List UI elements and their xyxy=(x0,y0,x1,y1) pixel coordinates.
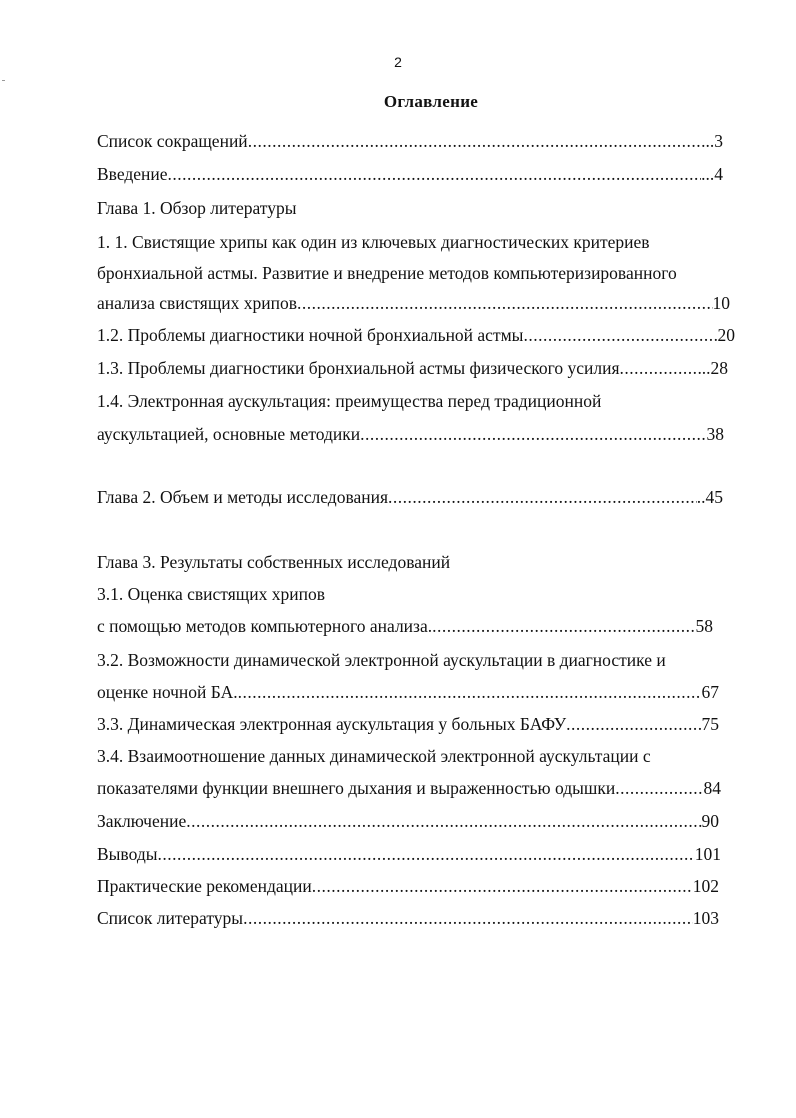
toc-entry-3-1[interactable] xyxy=(97,616,713,636)
toc-entry-1-4[interactable] xyxy=(97,424,724,444)
toc-entry-3-3[interactable] xyxy=(97,714,719,734)
leader-dots xyxy=(186,811,701,831)
toc-entry-label: 3.3. Динамическая электронная аускультация у больных БАФУ xyxy=(97,714,567,734)
toc-entry-label: Список сокращений xyxy=(97,131,248,151)
toc-chapter3-heading[interactable]: Глава 3. Результаты собственных исследований xyxy=(97,552,451,572)
toc-entry-1-4-line1[interactable]: 1.4. Электронная аускультация: преимущества перед традиционной xyxy=(97,391,602,411)
toc-entry-page: 103 xyxy=(692,908,719,928)
toc-entry-3-2-line1[interactable]: 3.2. Возможности динамической электронной аускультации в диагностике и xyxy=(97,650,666,670)
scan-artifact xyxy=(2,80,5,81)
toc-entry-label: Список литературы xyxy=(97,908,244,928)
leader-dots xyxy=(388,487,697,507)
toc-entry-page: 102 xyxy=(692,876,719,896)
toc-entry-1-2[interactable] xyxy=(97,325,735,345)
toc-entry-page: ..45 xyxy=(696,487,723,507)
toc-entry-3-4[interactable] xyxy=(97,778,721,798)
toc-entry-label: 1.3. Проблемы диагностики бронхиальной астмы физического усилия xyxy=(97,358,620,378)
toc-entry-label: Глава 2. Объем и методы исследования xyxy=(97,487,389,507)
leader-dots xyxy=(243,908,693,928)
leader-dots xyxy=(432,616,695,636)
leader-dots xyxy=(615,778,703,798)
toc-title: Оглавление xyxy=(383,92,479,111)
toc-entry-page: 90 xyxy=(701,811,719,831)
toc-entry-3-4-line1[interactable]: 3.4. Взаимоотношение данных динамической электронной аускультации с xyxy=(97,746,651,766)
leader-dots xyxy=(360,424,706,444)
leader-dots xyxy=(297,293,712,313)
toc-entry-page: 10 xyxy=(712,293,730,313)
toc-entry-1-1-line2[interactable]: бронхиальной астмы. Развитие и внедрение методов компьютеризированного xyxy=(97,263,677,283)
toc-entry-page: ...4 xyxy=(701,164,723,184)
toc-entry-findings[interactable] xyxy=(97,844,721,864)
toc-entry-abbreviations[interactable] xyxy=(97,131,723,151)
toc-entry-label: аускультацией, основные методики xyxy=(97,424,361,444)
toc-entry-1-1-line1[interactable]: 1. 1. Свистящие хрипы как один из ключевых диагностических критериев xyxy=(97,232,650,252)
leader-dots xyxy=(157,844,694,864)
toc-entry-page: 101 xyxy=(694,844,721,864)
leader-dots xyxy=(620,358,702,378)
toc-entry-page: 58 xyxy=(695,616,713,636)
toc-entry-label: Введение xyxy=(97,164,168,184)
leader-dots xyxy=(312,876,693,896)
toc-entry-page: ..3 xyxy=(705,131,723,151)
page-number: 2 xyxy=(394,54,402,70)
toc-entry-page: 67 xyxy=(701,682,719,702)
toc-entry-label: оценке ночной БА. xyxy=(97,682,238,702)
toc-entry-label: Практические рекомендации xyxy=(97,876,312,896)
toc-entry-1-3[interactable] xyxy=(97,358,728,378)
toc-entry-label: Выводы xyxy=(97,844,158,864)
toc-entry-page: 75 xyxy=(701,714,719,734)
toc-entry-page: ..28 xyxy=(701,358,728,378)
toc-entry-label: Заключение xyxy=(97,811,187,831)
leader-dots xyxy=(248,131,706,151)
leader-dots xyxy=(168,164,702,184)
toc-entry-3-2[interactable] xyxy=(97,682,719,702)
toc-entry-label: показателями функции внешнего дыхания и выраженностью одышки xyxy=(97,778,616,798)
toc-entry-label: с помощью методов компьютерного анализа. xyxy=(97,616,433,636)
toc-entry-3-1-line1[interactable]: 3.1. Оценка свистящих хрипов xyxy=(97,584,325,604)
toc-entry-page: 84 xyxy=(703,778,721,798)
toc-entry-page: 38 xyxy=(706,424,724,444)
leader-dots xyxy=(238,682,702,702)
toc-entry-introduction[interactable] xyxy=(97,164,723,184)
toc-entry-label: анализа свистящих хрипов xyxy=(97,293,298,313)
leader-dots xyxy=(523,325,717,345)
toc-entry-chapter2[interactable] xyxy=(97,487,723,507)
toc-entry-label: 1.2. Проблемы диагностики ночной бронхиальной астмы xyxy=(97,325,524,345)
toc-entry-references[interactable] xyxy=(97,908,719,928)
toc-entry-1-1[interactable] xyxy=(97,293,730,313)
toc-entry-recommendations[interactable] xyxy=(97,876,719,896)
toc-chapter1-heading[interactable]: Глава 1. Обзор литературы xyxy=(97,198,297,218)
toc-entry-page: 20 xyxy=(717,325,735,345)
toc-entry-conclusion[interactable] xyxy=(97,811,719,831)
leader-dots xyxy=(566,714,701,734)
